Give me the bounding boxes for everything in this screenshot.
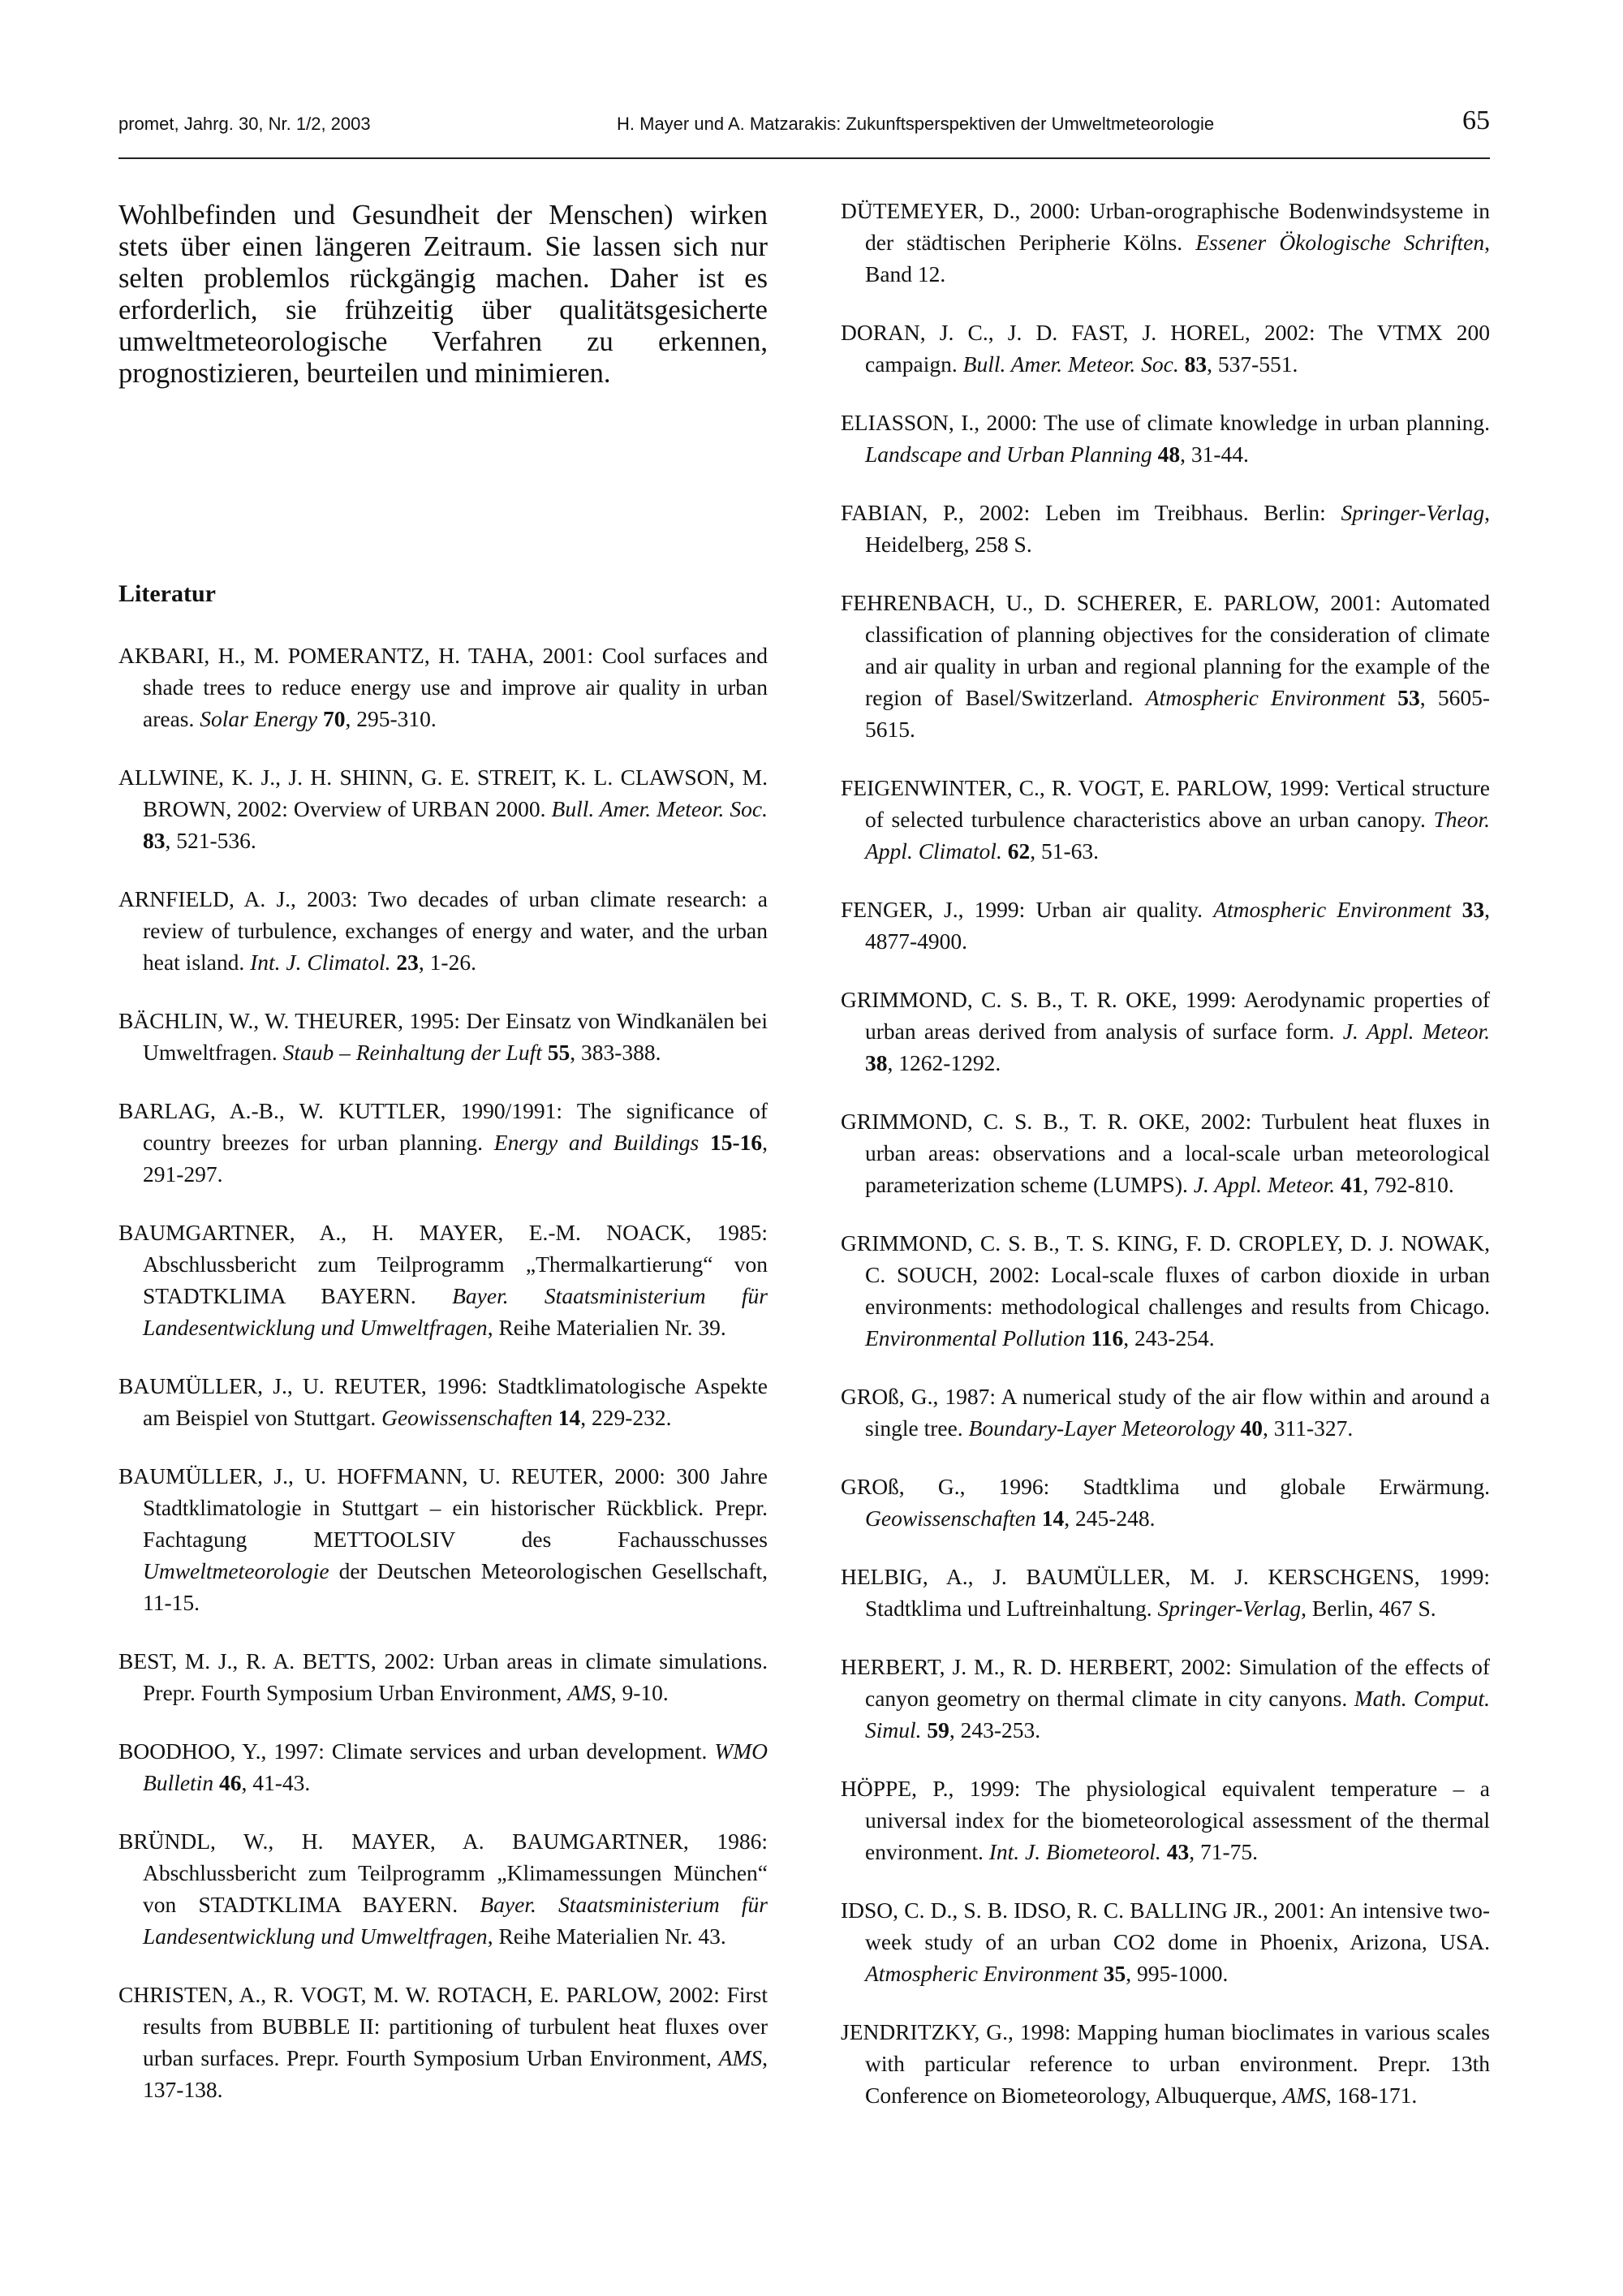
reference-volume: 14 — [558, 1405, 581, 1430]
reference-entry — [841, 1381, 1490, 1444]
reference-entry — [841, 772, 1490, 867]
reference-volume: 55 — [547, 1040, 570, 1065]
reference-authors: GROß, G., 1996: Stadtklima und globale Erwärmung. — [841, 1474, 1490, 1499]
reference-publication: Geowissenschaften — [865, 1506, 1036, 1531]
reference-pages: , 245-248. — [1064, 1506, 1156, 1531]
reference-authors: BRÜNDL, W., H. MAYER, A. BAUMGARTNER, 1986: Abschlussbericht zum Teilprogramm „Klimamessungen München“ von STADTKLIMA BAYERN. — [118, 1829, 768, 1917]
reference-entry — [118, 1370, 768, 1433]
reference-publication: WMO Bulletin — [143, 1738, 768, 1795]
reference-publication: Atmospheric Environment — [1145, 685, 1386, 710]
reference-volume: 53 — [1397, 685, 1420, 710]
reference-authors: GRIMMOND, C. S. B., T. R. OKE, 1999: Aerodynamic properties of urban areas derived from analysis of surface form. — [841, 987, 1490, 1044]
reference-pages: , 137-138. — [143, 2045, 768, 2102]
reference-publication: Bull. Amer. Meteor. Soc. — [551, 796, 768, 821]
reference-pages: , 383-388. — [570, 1040, 661, 1065]
reference-pages: , 9-10. — [610, 1680, 669, 1705]
reference-authors: BEST, M. J., R. A. BETTS, 2002: Urban areas in climate simulations. Prepr. Fourth Symposium Urban Environment, — [118, 1648, 768, 1705]
reference-authors: FEIGENWINTER, C., R. VOGT, E. PARLOW, 1999: Vertical structure of selected turbulence characteristics above an urban canopy. — [841, 775, 1490, 832]
reference-volume: 23 — [396, 950, 419, 975]
reference-publication: Boundary-Layer Meteorology — [968, 1415, 1235, 1441]
page-header — [118, 0, 1490, 159]
reference-pages: , Reihe Materialien Nr. 39. — [487, 1315, 726, 1340]
reference-authors: FABIAN, P., 2002: Leben im Treibhaus. Berlin: — [841, 500, 1326, 525]
reference-volume: 41 — [1341, 1172, 1363, 1197]
reference-publication: Solar Energy — [200, 706, 318, 731]
reference-authors: DÜTEMEYER, D., 2000: Urban-orographische Bodenwindsysteme in der städtischen Peripherie Kölns. — [841, 198, 1490, 255]
reference-publication: Bayer. Staatsministerium für Landesentwicklung und Umweltfragen — [143, 1283, 768, 1340]
reference-publication: AMS — [1282, 2083, 1326, 2108]
reference-authors: FENGER, J., 1999: Urban air quality. — [841, 897, 1203, 922]
reference-authors: GRIMMOND, C. S. B., T. R. OKE, 2002: Turbulent heat fluxes in urban areas: observations and a local-scale urban meteorological parameterization scheme (LUMPS). — [841, 1109, 1490, 1197]
reference-pages: , 5605-5615. — [865, 685, 1490, 742]
reference-publication: Math. Comput. Simul. — [865, 1686, 1491, 1742]
reference-volume: 14 — [1041, 1506, 1065, 1531]
reference-authors: BOODHOO, Y., 1997: Climate services and urban development. — [118, 1738, 708, 1764]
reference-list-left — [118, 640, 768, 2132]
reference-entry — [841, 1561, 1490, 1624]
reference-publication: Int. J. Climatol. — [250, 950, 391, 975]
reference-authors: DORAN, J. C., J. D. FAST, J. HOREL, 2002: The VTMX 200 campaign. — [841, 320, 1490, 377]
reference-volume: 62 — [1007, 838, 1031, 864]
reference-entry — [841, 317, 1490, 380]
reference-volume: 43 — [1166, 1839, 1190, 1864]
reference-authors: ARNFIELD, A. J., 2003: Two decades of urban climate research: a review of turbulence, exchanges of energy and water, and the urban heat island. — [118, 886, 768, 975]
reference-entry — [118, 1645, 768, 1708]
reference-entry — [841, 497, 1490, 560]
reference-pages: , 995-1000. — [1126, 1961, 1229, 1986]
reference-volume: 48 — [1157, 442, 1181, 467]
reference-authors: CHRISTEN, A., R. VOGT, M. W. ROTACH, E. PARLOW, 2002: First results from BUBBLE II: partitioning of turbulent heat fluxes over urban surfaces. Prepr. Fourth Symposium Urban Environment, — [118, 1982, 768, 2070]
reference-entry — [118, 1460, 768, 1618]
reference-authors: BAUMÜLLER, J., U. REUTER, 1996: Stadtklimatologische Aspekte am Beispiel von Stuttgart. — [118, 1373, 768, 1430]
intro-paragraph: Wohlbefinden und Gesundheit der Menschen) wirken stets über einen längeren Zeitraum. Sie lassen sich nur selten problemlos rückgängig machen. Daher ist es erforderlich, sie frühzeitig über qualitätsgesicherte umweltmeteorologische Verfahren zu erkennen, prognostizieren, beurteilen und minimieren. — [118, 200, 768, 389]
reference-entry — [841, 2016, 1490, 2111]
reference-pages: , 243-254. — [1123, 1325, 1215, 1350]
reference-entry — [841, 587, 1490, 745]
reference-authors: BARLAG, A.-B., W. KUTTLER, 1990/1991: The significance of country breezes for urban planning. — [118, 1098, 768, 1155]
reference-authors: BÄCHLIN, W., W. THEURER, 1995: Der Einsatz von Windkanälen bei Umweltfragen. — [118, 1008, 768, 1065]
reference-volume: 46 — [218, 1770, 242, 1795]
reference-publication: J. Appl. Meteor. — [1342, 1019, 1490, 1044]
reference-authors: ELIASSON, I., 2000: The use of climate knowledge in urban planning. — [841, 410, 1490, 435]
reference-publication: Environmental Pollution — [865, 1325, 1086, 1350]
reference-volume: 59 — [927, 1717, 949, 1742]
reference-authors: ALLWINE, K. J., J. H. SHINN, G. E. STREIT, K. L. CLAWSON, M. BROWN, 2002: Overview of URBAN 2000. — [118, 765, 768, 821]
literature-heading: Literatur — [118, 580, 216, 607]
reference-pages: , 71-75. — [1189, 1839, 1258, 1864]
reference-authors: BAUMGARTNER, A., H. MAYER, E.-M. NOACK, 1985: Abschlussbericht zum Teilprogramm „Thermalkartierung“ von STADTKLIMA BAYERN. — [118, 1220, 768, 1308]
reference-entry — [841, 984, 1490, 1079]
reference-authors: HELBIG, A., J. BAUMÜLLER, M. J. KERSCHGENS, 1999: Stadtklima und Luftreinhaltung. — [841, 1564, 1490, 1621]
reference-entry — [118, 1825, 768, 1952]
reference-publication: Essener Ökologische Schriften — [1195, 230, 1485, 255]
reference-volume: 15-16 — [709, 1130, 763, 1155]
reference-entry — [118, 1005, 768, 1068]
reference-volume: 70 — [322, 706, 346, 731]
reference-entry — [118, 1979, 768, 2105]
reference-entry — [841, 195, 1490, 290]
reference-pages: , 1-26. — [418, 950, 476, 975]
reference-pages: , 31-44. — [1180, 442, 1249, 467]
reference-pages: , 243-253. — [949, 1717, 1041, 1742]
reference-authors: FEHRENBACH, U., D. SCHERER, E. PARLOW, 2001: Automated classification of planning objectives for the consideration of climate and air quality in urban and regional planning for the example of the region of Basel/Switzerland. — [841, 590, 1490, 710]
reference-pages: , 291-297. — [143, 1130, 768, 1187]
reference-pages: , Heidelberg, 258 S. — [865, 500, 1490, 557]
header-rule — [118, 157, 1490, 159]
reference-list-right — [841, 195, 1490, 2138]
reference-pages: , 229-232. — [580, 1405, 672, 1430]
reference-entry — [841, 894, 1490, 957]
reference-publication: J. Appl. Meteor. — [1193, 1172, 1336, 1197]
reference-entry — [841, 1894, 1490, 1989]
page-number: 65 — [1462, 106, 1490, 136]
reference-publication: AMS — [718, 2045, 763, 2070]
reference-publication: AMS — [567, 1680, 611, 1705]
reference-authors: JENDRITZKY, G., 1998: Mapping human bioclimates in various scales with particular reference to urban environment. Prepr. 13th Conference on Biometeorology, Albuquerque, — [841, 2019, 1490, 2108]
reference-volume: 83 — [1184, 351, 1208, 377]
reference-entry — [841, 1227, 1490, 1354]
reference-publication: Theor. Appl. Climatol. — [865, 807, 1490, 864]
reference-entry — [118, 640, 768, 734]
reference-volume: 116 — [1091, 1325, 1124, 1350]
reference-authors: GRIMMOND, C. S. B., T. S. KING, F. D. CROPLEY, D. J. NOWAK, C. SOUCH, 2002: Local-scale fluxes of carbon dioxide in urban environments: methodological challenges and results from Chicago. — [841, 1230, 1490, 1319]
journal-info: promet, Jahrg. 30, Nr. 1/2, 2003 — [118, 114, 371, 134]
reference-pages: , 41-43. — [241, 1770, 311, 1795]
intro-block — [118, 200, 768, 390]
reference-entry — [841, 1471, 1490, 1534]
reference-publication: Umweltmeteorologie — [143, 1558, 329, 1583]
reference-pages: , Band 12. — [865, 230, 1491, 286]
reference-volume: 40 — [1240, 1415, 1264, 1441]
reference-entry — [841, 1773, 1490, 1867]
reference-authors: HERBERT, J. M., R. D. HERBERT, 2002: Simulation of the effects of canyon geometry on thermal climate in city canyons. — [841, 1654, 1490, 1711]
reference-pages: , 168-171. — [1325, 2083, 1418, 2108]
reference-publication: Atmospheric Environment — [1213, 897, 1452, 922]
reference-entry — [118, 761, 768, 856]
reference-volume: 35 — [1103, 1961, 1126, 1986]
reference-pages: , Berlin, 467 S. — [1301, 1596, 1436, 1621]
reference-entry — [841, 407, 1490, 470]
reference-publication: Energy and Buildings — [493, 1130, 700, 1155]
reference-pages: , 51-63. — [1030, 838, 1099, 864]
reference-entry — [118, 883, 768, 978]
reference-entry — [118, 1095, 768, 1190]
reference-pages: , 311-327. — [1263, 1415, 1354, 1441]
reference-pages: , 4877-4900. — [865, 897, 1490, 954]
reference-publication: Bull. Amer. Meteor. Soc. — [962, 351, 1179, 377]
reference-volume: 38 — [865, 1050, 888, 1075]
reference-publication: Springer-Verlag — [1157, 1596, 1302, 1621]
reference-authors: AKBARI, H., M. POMERANTZ, H. TAHA, 2001: Cool surfaces and shade trees to reduce energy use and improve air quality in urban areas. — [118, 643, 768, 731]
reference-pages: , 295-310. — [345, 706, 437, 731]
reference-publication: Staub – Reinhaltung der Luft — [282, 1040, 542, 1065]
reference-pages: , 521-536. — [165, 828, 256, 853]
reference-pages: , 1262-1292. — [887, 1050, 1001, 1075]
reference-entry — [118, 1217, 768, 1343]
reference-authors: GROß, G., 1987: A numerical study of the air flow within and around a single tree. — [841, 1384, 1490, 1441]
reference-publication: Bayer. Staatsministerium für Landesentwicklung und Umweltfragen — [143, 1892, 768, 1949]
reference-entry — [118, 1735, 768, 1798]
reference-pages: , 537-551. — [1207, 351, 1298, 377]
reference-publication: Atmospheric Environment — [865, 1961, 1098, 1986]
reference-entry — [841, 1105, 1490, 1200]
reference-publication: Landscape and Urban Planning — [865, 442, 1152, 467]
reference-publication: Int. J. Biometeorol. — [988, 1839, 1161, 1864]
reference-authors: HÖPPE, P., 1999: The physiological equivalent temperature – a universal index for the biometeorological assessment of the thermal environment. — [841, 1776, 1490, 1864]
reference-volume: 33 — [1462, 897, 1485, 922]
reference-pages: , Reihe Materialien Nr. 43. — [487, 1923, 726, 1949]
reference-publication: Geowissenschaften — [381, 1405, 553, 1430]
reference-pages: , 792-810. — [1363, 1172, 1454, 1197]
reference-publication: Springer-Verlag — [1341, 500, 1485, 525]
running-title: H. Mayer und A. Matzarakis: Zukunftsperspektiven der Umweltmeteorologie — [617, 114, 1215, 134]
reference-authors: IDSO, C. D., S. B. IDSO, R. C. BALLING JR., 2001: An intensive two-week study of an urban CO2 dome in Phoenix, Arizona, USA. — [841, 1898, 1490, 1954]
reference-pages: der Deutschen Meteorologischen Gesellschaft, 11-15. — [143, 1558, 768, 1615]
reference-authors: BAUMÜLLER, J., U. HOFFMANN, U. REUTER, 2000: 300 Jahre Stadtklimatologie in Stuttgart – ein historischer Rückblick. Prepr. Fachtagung METTOOLSIV des Fachausschusses — [118, 1463, 768, 1552]
reference-volume: 83 — [143, 828, 166, 853]
reference-entry — [841, 1651, 1490, 1746]
